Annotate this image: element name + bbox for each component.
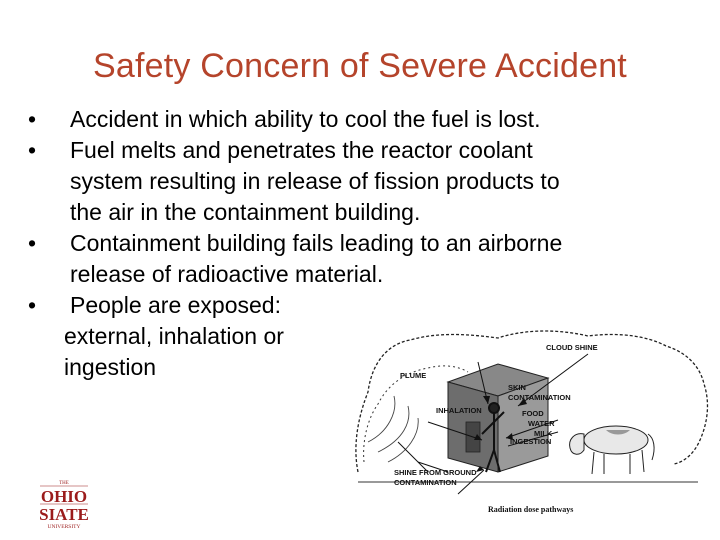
logo-line-university: UNIVERSITY — [47, 524, 81, 530]
slide-title: Safety Concern of Severe Accident — [93, 47, 627, 85]
bullet-item — [28, 290, 708, 321]
label-skin-1: SKIN — [508, 383, 526, 392]
bullet-line: Containment building fails leading to an airborne — [70, 230, 563, 256]
bullet-line: Accident in which ability to cool the fuel is lost. — [70, 106, 541, 132]
bullet-item — [28, 104, 708, 135]
bullet-item — [28, 228, 708, 290]
bullet-line: People are exposed: — [70, 292, 281, 318]
bullet-marker: • — [28, 292, 37, 318]
label-ground-2: CONTAMINATION — [394, 478, 457, 487]
logo-line-state: SIATE — [39, 505, 89, 524]
cow-figure — [570, 426, 654, 474]
label-cloud-shine: CLOUD SHINE — [546, 343, 598, 352]
label-ingestion: INGESTION — [510, 437, 552, 446]
bullet-marker: • — [28, 137, 37, 163]
label-water: WATER — [528, 419, 555, 428]
bullet-line: system resulting in release of fission products to — [70, 168, 560, 194]
label-skin-2: CONTAMINATION — [508, 393, 571, 402]
label-milk: MILK — [534, 429, 553, 438]
bullet-marker: • — [28, 230, 37, 256]
logo-line-ohio: OHIO — [40, 487, 88, 506]
ohio-state-logo — [36, 478, 92, 530]
continuation-line: ingestion — [64, 354, 157, 380]
bullet-marker: • — [28, 106, 37, 132]
label-ground-1: SHINE FROM GROUND — [394, 468, 477, 477]
continuation-line: external, inhalation or — [64, 323, 284, 349]
logo-line-the: THE — [59, 481, 69, 486]
label-plume: PLUME — [400, 371, 427, 380]
bullet-item — [28, 135, 708, 228]
plume-wisps — [368, 396, 418, 462]
label-food: FOOD — [522, 409, 544, 418]
bullet-line: the air in the containment building. — [70, 199, 421, 225]
diagram-caption: Radiation dose pathways — [488, 505, 574, 514]
bullet-line: Fuel melts and penetrates the reactor coolant — [70, 137, 533, 163]
bullet-line: release of radioactive material. — [70, 261, 384, 287]
radiation-pathways-diagram — [348, 322, 718, 522]
label-inhalation: INHALATION — [436, 406, 482, 415]
